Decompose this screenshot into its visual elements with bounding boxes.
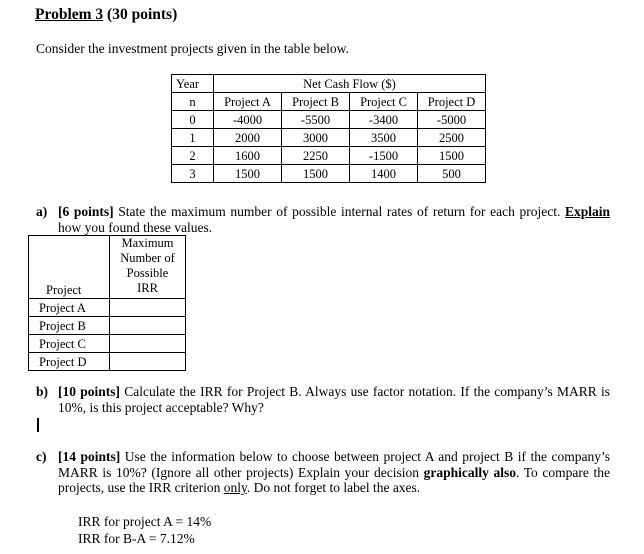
cash-flow-cell: 2500 <box>418 129 486 147</box>
part-a-text: State the maximum number of possible internal rates of return for each project. <box>118 204 561 219</box>
max-header-line: Possible <box>126 266 169 280</box>
max-irr-answer-cell[interactable] <box>110 335 186 353</box>
part-b-text: Calculate the IRR for Project B. Always use factor notation. If the company’s MARR is 10%, is this project acceptable? Why? <box>58 384 610 415</box>
part-c-only: only <box>223 480 247 495</box>
cash-flow-cell: 3500 <box>350 129 418 147</box>
project-column-header: Project <box>29 236 110 299</box>
part-b-points: [10 points] <box>58 384 120 399</box>
part-a-points: [6 points] <box>58 204 114 219</box>
problem-title <box>35 6 177 24</box>
cash-flow-cell: 2250 <box>282 147 350 165</box>
max-header-line: Maximum <box>121 236 174 250</box>
table-row <box>29 335 186 353</box>
part-c-label: c) <box>36 449 47 464</box>
year-cell: 2 <box>172 147 214 165</box>
table-header-row <box>172 75 486 93</box>
cash-flow-cell: 1600 <box>214 147 282 165</box>
net-cash-flow-header: Net Cash Flow ($) <box>214 75 486 93</box>
max-irr-answer-cell[interactable] <box>110 299 186 317</box>
irr-answer-table <box>28 235 186 371</box>
project-name-cell: Project D <box>29 353 110 371</box>
project-name-cell: Project B <box>29 317 110 335</box>
cash-flow-cell: -3400 <box>350 111 418 129</box>
project-name-cell: Project C <box>29 335 110 353</box>
cash-flow-table <box>171 74 486 183</box>
table-row <box>172 129 486 147</box>
max-header-line: Number of <box>120 251 175 265</box>
cash-flow-cell: -4000 <box>214 111 282 129</box>
part-c <box>36 449 610 496</box>
table-row <box>29 299 186 317</box>
part-b <box>36 384 610 415</box>
cash-flow-cell: 1500 <box>282 165 350 183</box>
table-row <box>29 353 186 371</box>
project-name-cell: Project A <box>29 299 110 317</box>
year-header: Year <box>172 75 214 93</box>
cash-flow-cell: 3000 <box>282 129 350 147</box>
part-a-explain: Explain <box>564 204 611 219</box>
cash-flow-cell: 1500 <box>214 165 282 183</box>
project-header: Project B <box>282 93 350 111</box>
max-irr-column-header <box>110 236 186 299</box>
year-cell: 0 <box>172 111 214 129</box>
cash-flow-cell: 500 <box>418 165 486 183</box>
table-row <box>29 317 186 335</box>
cash-flow-cell: 2000 <box>214 129 282 147</box>
problem-points: (30 points) <box>107 6 178 23</box>
part-b-label: b) <box>36 384 49 399</box>
table-row <box>172 147 486 165</box>
max-irr-answer-cell[interactable] <box>110 353 186 371</box>
part-a-text2: how you found these values. <box>58 219 213 235</box>
irr-b-minus-a: IRR for B-A = 7.12% <box>78 531 195 546</box>
project-header: Project A <box>214 93 282 111</box>
n-header: n <box>172 93 214 111</box>
part-c-text3: . Do not forget to label the axes. <box>246 480 421 495</box>
project-header: Project C <box>350 93 418 111</box>
table-header-row <box>172 93 486 111</box>
cash-flow-cell: 1500 <box>418 147 486 165</box>
part-c-text1: Use the information below to choose between project A and project B if the company’s MARR is 10%? (Ignore all other projects) Explain your decision <box>58 449 610 480</box>
cash-flow-cell: -5000 <box>418 111 486 129</box>
max-header-line: IRR <box>137 281 158 295</box>
problem-number: Problem 3 <box>35 6 104 23</box>
project-header: Project D <box>418 93 486 111</box>
text-cursor <box>37 418 39 432</box>
part-c-text2: . To compare the projects, use the IRR criterion <box>58 464 610 495</box>
part-c-points: [14 points] <box>58 449 121 464</box>
irr-project-a: IRR for project A = 14% <box>78 514 212 529</box>
cash-flow-cell: -1500 <box>350 147 418 165</box>
cash-flow-cell: 1400 <box>350 165 418 183</box>
table-header-row <box>29 236 186 299</box>
part-a <box>36 204 610 235</box>
year-cell: 3 <box>172 165 214 183</box>
max-irr-answer-cell[interactable] <box>110 317 186 335</box>
cash-flow-cell: -5500 <box>282 111 350 129</box>
problem-intro: Consider the investment projects given in the table below. <box>36 41 349 56</box>
table-row <box>172 111 486 129</box>
part-a-label: a) <box>36 204 48 219</box>
part-c-graphically: graphically also <box>423 464 516 480</box>
year-cell: 1 <box>172 129 214 147</box>
table-row <box>172 165 486 183</box>
